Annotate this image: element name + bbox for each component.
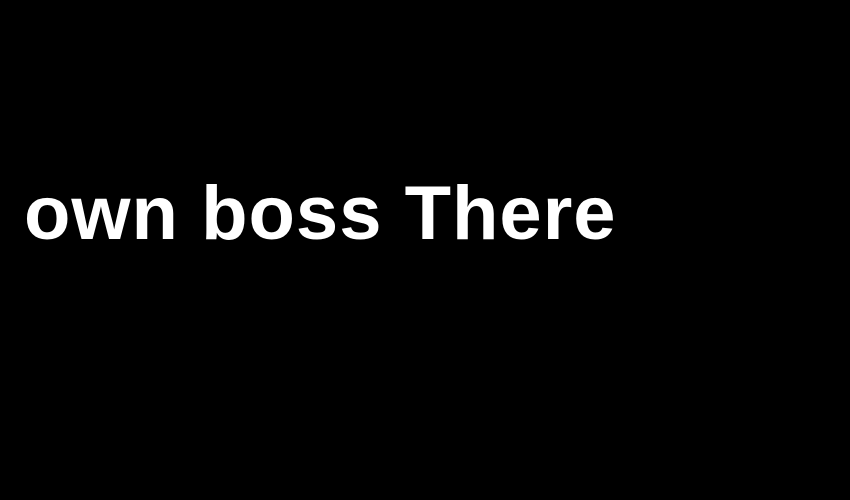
- caption-text: own boss There: [24, 171, 617, 256]
